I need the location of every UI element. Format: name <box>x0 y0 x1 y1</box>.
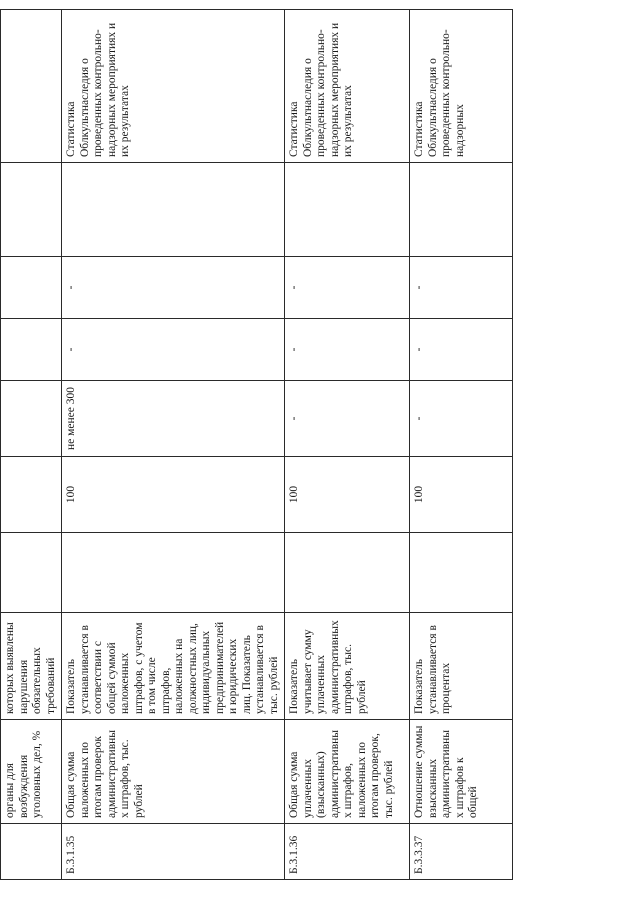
target-value-cell <box>1 457 62 533</box>
table-row <box>285 10 410 880</box>
indicators-table <box>0 9 513 880</box>
table-row <box>1 10 62 880</box>
value-cell-3 <box>1 257 62 319</box>
indicator-name-cell: Отношение суммы взысканных административных штрафов к общей <box>410 720 513 824</box>
table-row <box>410 10 513 880</box>
indicator-name-cell: Общая сумма наложенных по итогам проверок административных штрафов, тыс. рублей <box>62 720 285 824</box>
source-cell: Статистика Облкультнаследия о проведенных контрольно-надзорных мероприятиях и их результатах <box>285 10 410 163</box>
indicator-name-cell: Общая сумма уплаченных (взысканных) административных штрафов, наложенных по итогам проверок, тыс. рублей <box>285 720 410 824</box>
indicator-code-cell: Б.3.1.35 <box>62 824 285 880</box>
table-row <box>62 10 285 880</box>
calculation-method-cell: Показатель устанавливается в процентах <box>410 613 513 720</box>
calculation-method-cell: Показатель устанавливается в соответствии с общей суммой наложенных штрафов, с учетом в том числе штрафов, наложенных на должностных лиц, индивидуальных предпринимателей и юридических лиц. Показатель устанавливается в тыс. рублей <box>62 613 285 720</box>
value-cell-4 <box>410 163 513 257</box>
indicator-code-cell: Б.3.3.37 <box>410 824 513 880</box>
calculation-method-cell: которых выявлены нарушения обязательных требований <box>1 613 62 720</box>
source-cell: Статистика Облкультнаследия о проведенных контрольно-надзорных <box>410 10 513 163</box>
value-cell-4 <box>62 163 285 257</box>
value-cell-3: - <box>410 257 513 319</box>
value-cell-2 <box>1 319 62 381</box>
target-value-cell: 100 <box>62 457 285 533</box>
value-cell-3: - <box>285 257 410 319</box>
calculation-method-cell: Показатель учитывает сумму уплаченных административных штрафов, тыс. рублей <box>285 613 410 720</box>
indicator-code-cell <box>1 824 62 880</box>
value-cell-4 <box>285 163 410 257</box>
base-value-cell <box>285 533 410 613</box>
value-cell-2: - <box>62 319 285 381</box>
target-value-cell: 100 <box>410 457 513 533</box>
source-cell: Статистика Облкультнаследия о проведенных контрольно-надзорных мероприятиях и их результатах <box>62 10 285 163</box>
source-cell <box>1 10 62 163</box>
indicator-name-cell: органы для возбуждения уголовных дел, % <box>1 720 62 824</box>
rotated-table-container <box>0 10 490 880</box>
value-cell-1 <box>1 381 62 457</box>
value-cell-1: - <box>410 381 513 457</box>
base-value-cell <box>62 533 285 613</box>
value-cell-4 <box>1 163 62 257</box>
value-cell-1: - <box>285 381 410 457</box>
value-cell-3: - <box>62 257 285 319</box>
indicator-code-cell: Б.3.1.36 <box>285 824 410 880</box>
value-cell-2: - <box>410 319 513 381</box>
value-cell-2: - <box>285 319 410 381</box>
target-value-cell: 100 <box>285 457 410 533</box>
base-value-cell <box>1 533 62 613</box>
base-value-cell <box>410 533 513 613</box>
value-cell-1: не менее 300 <box>62 381 285 457</box>
